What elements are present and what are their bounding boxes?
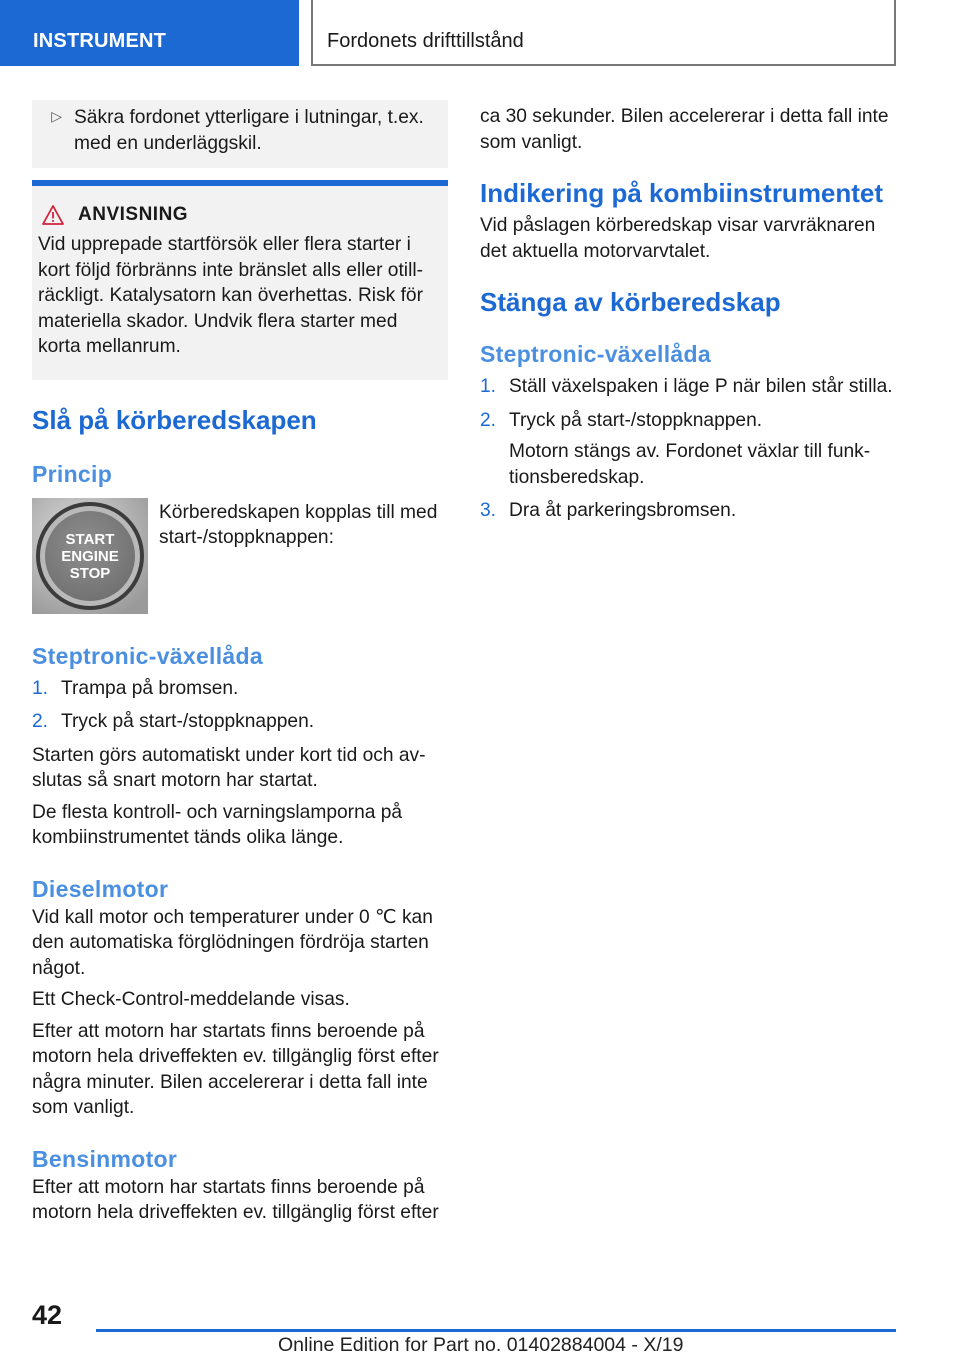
footer-divider (96, 1329, 896, 1332)
continued-text: ca 30 sekunder. Bilen accelererar i detta fall inte som vanligt. (480, 106, 889, 153)
chapter-title: Fordonets drifttillstånd (311, 0, 896, 66)
heading-petrol: Bensinmotor (32, 1145, 178, 1172)
stop-steps-list (480, 374, 900, 524)
list-item (32, 709, 448, 735)
heading-steptronic-stop: Steptronic-växellåda (480, 341, 711, 367)
list-item (32, 676, 448, 702)
step-number: 1. (480, 376, 497, 397)
heading-start-readiness: Slå på körberedskapen (32, 404, 317, 435)
heading-stop-readiness: Stänga av körberedskap (480, 287, 781, 317)
right-column (480, 104, 900, 532)
start-steps-list (32, 676, 448, 735)
tip-text: Säkra fordonet ytterligare i lutningar, t.ex. med en underläggskil. (74, 107, 424, 154)
left-column (32, 100, 448, 1226)
heading-principle: Princip (32, 460, 113, 487)
step-text: Trampa på bromsen. (61, 677, 239, 699)
petrol-para-1: Efter att motorn har startats finns beroende på motorn hela driveffekten ev. tillgänglig först efter (32, 1176, 439, 1223)
step-number: 3. (480, 500, 497, 521)
warning-box (32, 180, 448, 380)
warning-title-label: ANVISNING (78, 204, 189, 225)
step-text: Ställ växelspaken i läge P när bilen står stilla. (509, 376, 893, 397)
heading-steptronic-start: Steptronic-växellåda (32, 642, 263, 669)
list-item (480, 408, 900, 491)
triangle-bullet-icon: ▷ (51, 108, 62, 124)
step-body (509, 408, 900, 491)
principle-text: Körberedskapen kopplas till med start-/stoppknappen: (159, 501, 438, 548)
steptronic-para-1: Starten görs automatiskt under kort tid och avslutas så snart motorn har startat. (32, 744, 426, 791)
step-text: Tryck på start-/stoppknappen. (509, 409, 763, 431)
diesel-para-3: Efter att motorn har startats finns beroende på motorn hela driveffekten ev. tillgänglig först efter några minuter. Bilen accelererar i detta fall inte som vanligt. (32, 1020, 439, 1118)
button-line-stop: STOP (69, 564, 111, 582)
step-text: Dra åt parkeringsbromsen. (509, 500, 737, 521)
warning-triangle-icon (42, 205, 64, 225)
list-item (480, 374, 900, 400)
warning-text: Vid upprepade startförsök eller flera starter i kort följd förbränns inte bränslet alls eller otillräckligt. Katalysatorn kan överhettas. Risk för materiella skador. Undvik flera starter med korta mellanrum. (38, 234, 423, 357)
step-number: 2. (32, 711, 49, 732)
steptronic-para-2: De flesta kontroll- och varningslamporna på kombiinstrumentet tänds olika länge. (32, 801, 403, 848)
heading-diesel: Dieselmotor (32, 875, 169, 902)
principle-block (32, 498, 448, 614)
heading-indication: Indikering på kombiinstrumentet (480, 178, 884, 208)
step-number: 2. (480, 409, 497, 431)
warning-title (42, 204, 438, 226)
section-tab: INSTRUMENT (0, 0, 299, 66)
button-line-engine: ENGINE (61, 547, 119, 565)
tip-box (32, 100, 448, 168)
diesel-para-1: Vid kall motor och temperaturer under 0 ℃ kan den automatiska förglödningen fördröja starten något. (32, 906, 433, 979)
button-line-start: START (65, 530, 115, 548)
step-number: 1. (32, 677, 49, 699)
list-item (480, 498, 900, 524)
step-text: Tryck på start-/stoppknappen. (61, 711, 315, 732)
diesel-para-2: Ett Check-Control-meddelande visas. (32, 989, 350, 1010)
footer-edition: Online Edition for Part no. 01402884004 - X/19 (278, 1334, 684, 1356)
indication-text: Vid påslagen körberedskap visar varvräknaren det aktuella motorvarvtalet. (480, 215, 876, 262)
start-stop-button-image (32, 498, 148, 614)
step-subtext: Motorn stängs av. Fordonet växlar till funktionsberedskap. (509, 441, 871, 488)
page-number: 42 (32, 1300, 63, 1330)
